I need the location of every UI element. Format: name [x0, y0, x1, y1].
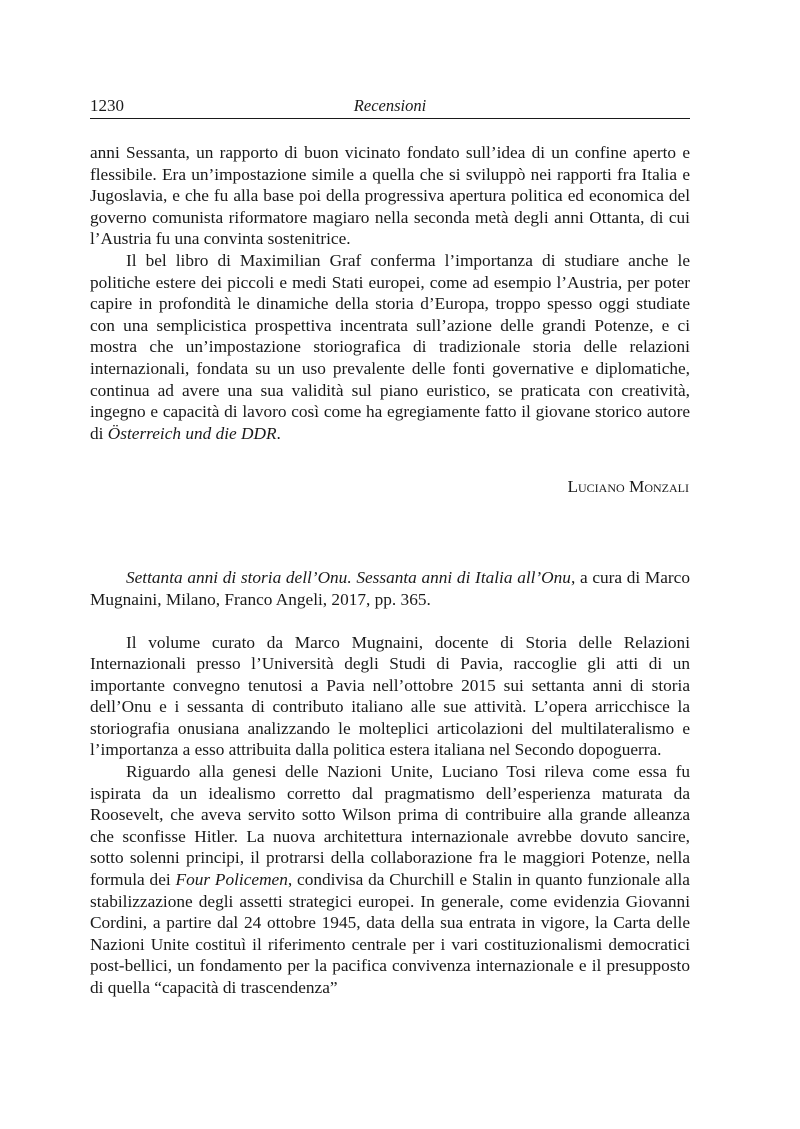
review-author-signature: Luciano Monzali: [567, 477, 689, 497]
page-body: [90, 142, 690, 999]
running-title: Recensioni: [353, 96, 427, 115]
paragraph-text: , condivisa da Churchill e Stalin in quanto funzionale alla stabilizzazione degli assetti strategici europei. In generale, come evidenzia Giovanni Cordini, a partire dal 24 ottobre 1945, data della sua entrata in vigore, la Carta delle Nazioni Unite costituì il riferimento centrale per i vari costituzionalismi democratici post-bellici, un fondamento per la pacifica convivenza internazionale e il presupposto di quella “capacità di trascendenza”: [90, 870, 690, 997]
book-citation: [90, 567, 690, 610]
paragraph-text: Il bel libro di Maximilian Graf conferma l’importanza di studiare anche le politiche estere dei piccoli e medi Stati europei, come ad esempio l’Austria, per poter capire in profondità le dinamiche della storia d’Europa, troppo spesso oggi studiate con una semplicistica prospettiva incentrata sull’azione delle grandi Potenze, e ci mostra che un’impostazione storiografica di tradizionale storia delle relazioni internazionali, fondata su un uso prevalente delle fonti governative e diplomatiche, continua ad avere una sua validità sul piano euristico, se praticata con creatività, ingegno e capacità di lavoro così come ha egregiamente fatto il giovane storico autore di: [90, 250, 690, 443]
book-title: Österreich und die DDR: [107, 423, 277, 443]
paragraph: anni Sessanta, un rapporto di buon vicinato fondato sull’idea di un confine aperto e flessibile. Era un’impostazione simile a quella che si sviluppò nei rapporti fra Italia e Jugoslavia, e che fu alla base poi della progressiva apertura politica ed economica del governo comunista riformatore magiaro nella seconda metà degli anni Ottanta, di cui l’Austria fu una convinta sostenitrice.: [90, 143, 690, 249]
book-title: Settanta anni di storia dell’Onu. Sessanta anni di Italia all’Onu: [126, 568, 571, 588]
paragraph: Il volume curato da Marco Mugnaini, docente di Storia delle Relazioni Internazionali presso l’Università degli Studi di Pavia, raccoglie gli atti di un importante convegno tenutosi a Pavia nell’ottobre 2015 sui settanta anni di storia dell’Onu e i sessanta di contributo italiano alle sue attività. L’opera arricchisce la storiografia onusiana analizzando le molteplici articolazioni del multilateralismo e l’importanza a esso attribuita dalla politica estera italiana nel Secondo dopoguerra.: [90, 632, 690, 760]
paragraph-text: Riguardo alla genesi delle Nazioni Unite, Luciano Tosi rileva come essa fu ispirata da un idealismo corretto dal pragmatismo dell’esperienza maturata da Roosevelt, che aveva servito sotto Wilson prima di contribuire alla grande alleanza che sconfisse Hitler. La nuova architettura internazionale avrebbe dovuto sancire, sotto solenni principi, il protrarsi della collaborazione fra le maggiori Potenze, nella formula dei: [90, 762, 690, 890]
citation-details: , a cura di Marco Mugnaini, Milano, Franco Angeli, 2017, pp. 365.: [90, 568, 690, 609]
page-header: [90, 96, 690, 119]
page-number: 1230: [90, 96, 124, 115]
paragraph-end: .: [276, 423, 281, 443]
italic-term: Four Policemen: [175, 870, 288, 890]
paragraph: [90, 761, 690, 999]
paragraph: [90, 250, 690, 444]
